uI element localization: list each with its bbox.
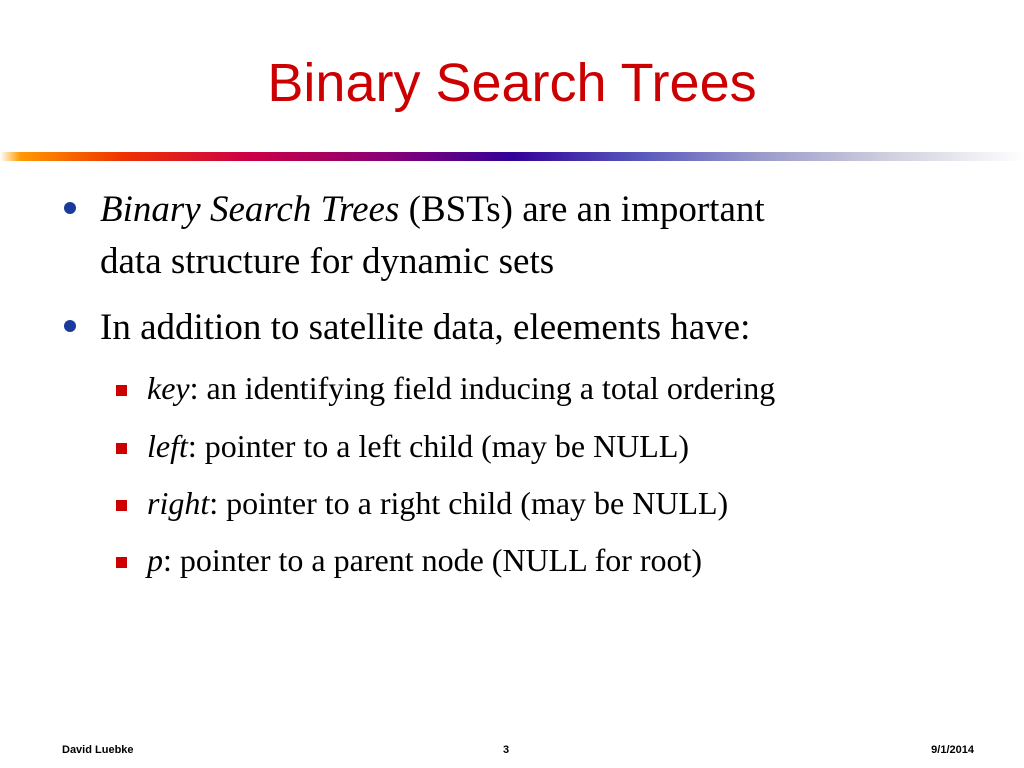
- footer-author: David Luebke: [62, 744, 134, 756]
- sub-bullet-p: [147, 538, 987, 582]
- sub-bullet-right: [147, 481, 987, 525]
- bullet-text: In addition to satellite data, eleements have:: [100, 307, 751, 348]
- square-bullet-icon: [116, 443, 127, 454]
- sub-bullet-term: left: [147, 428, 188, 464]
- square-bullet-icon: [116, 557, 127, 568]
- sub-bullet-left: [147, 424, 987, 468]
- bullet-text-continuation: data structure for dynamic sets: [100, 241, 555, 282]
- sub-bullet-term: right: [147, 485, 210, 521]
- bullet-item-elements: [100, 302, 980, 354]
- sub-bullet-desc: : pointer to a left child (may be NULL): [187, 428, 690, 464]
- footer-date: 9/1/2014: [931, 744, 974, 756]
- bullet-text: (BSTs) are an important: [399, 189, 765, 230]
- slide-title: Binary Search Trees: [267, 53, 757, 113]
- sub-bullet-desc: : an identifying field inducing a total ordering: [189, 370, 776, 406]
- bullet-item-bst-definition: [100, 184, 980, 288]
- round-dot-icon: [64, 320, 76, 332]
- footer-page-number: 3: [502, 744, 510, 756]
- sub-bullet-term: key: [147, 370, 190, 406]
- sub-bullet-key: [147, 366, 987, 410]
- bullet-emphasis: Binary Search Trees: [100, 189, 400, 230]
- square-bullet-icon: [116, 500, 127, 511]
- sub-bullet-term: p: [147, 542, 163, 578]
- square-bullet-icon: [116, 385, 127, 396]
- sub-bullet-desc: : pointer to a parent node (NULL for root): [163, 542, 703, 578]
- sub-bullet-desc: : pointer to a right child (may be NULL): [209, 485, 729, 521]
- round-dot-icon: [64, 202, 76, 214]
